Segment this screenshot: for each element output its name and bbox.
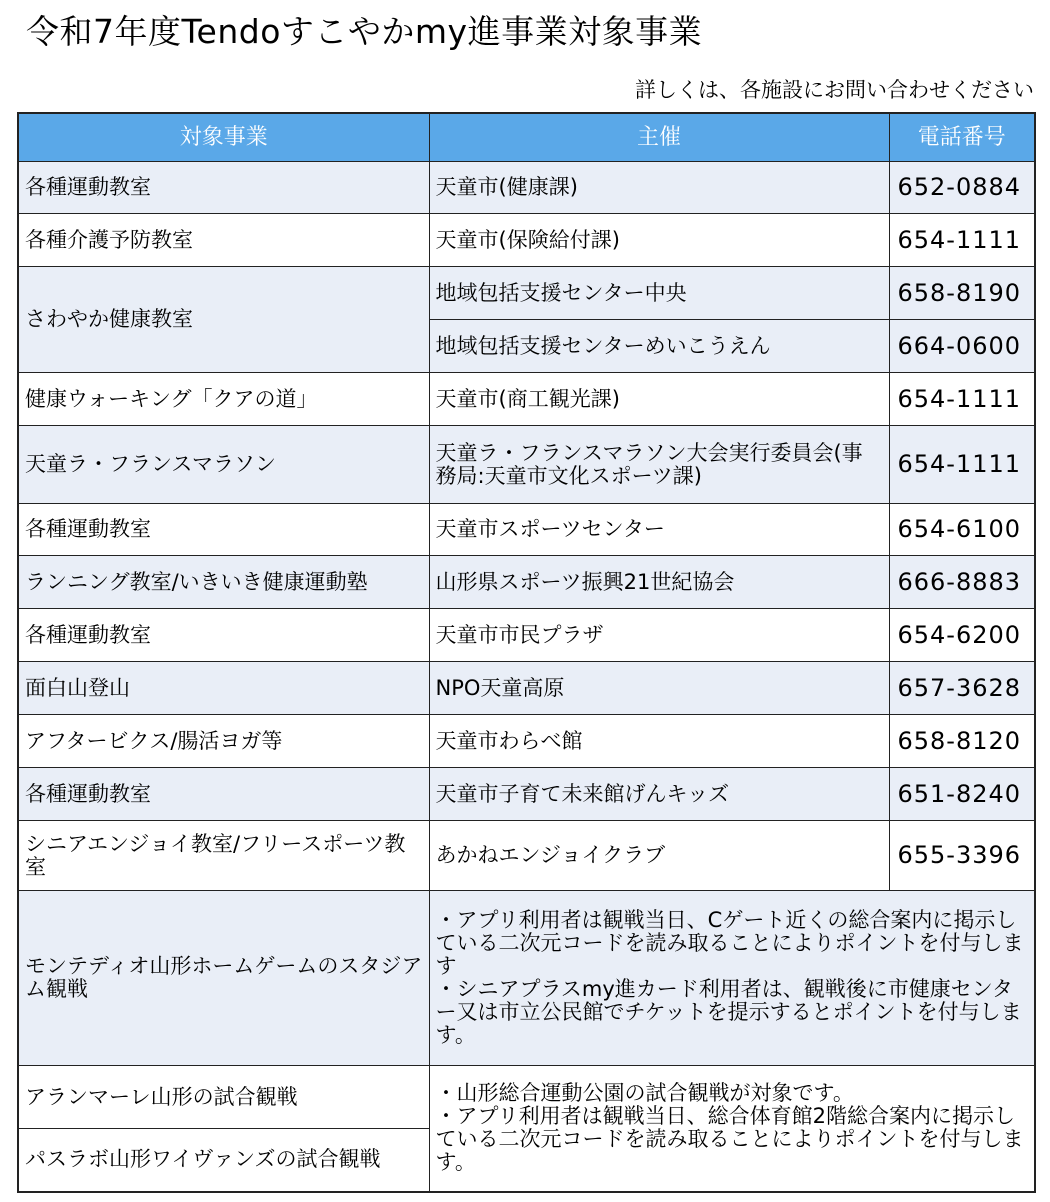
- program-cell: 各種運動教室: [18, 504, 429, 556]
- program-cell: アフタービクス/腸活ヨガ等: [18, 715, 429, 768]
- phone-cell: 652-0884: [889, 162, 1035, 214]
- table-row-montedio: [18, 891, 1035, 1066]
- program-cell: パスラボ山形ワイヴァンズの試合観戦: [18, 1129, 429, 1192]
- basketball-note-app: ・アプリ利用者は観戦当日、総合体育館2階総合案内に掲示している二次元コードを読み取ることによりポイントを付与します。: [435, 1104, 1024, 1175]
- table-row: [18, 214, 1035, 267]
- basketball-note-cell: [429, 1066, 1035, 1192]
- page-subtitle: 詳しくは、各施設にお問い合わせください: [635, 78, 1034, 102]
- table-row: [18, 609, 1035, 662]
- table-row: [18, 504, 1035, 556]
- host-cell: 天童ラ・フランスマラソン大会実行委員会(事務局:天童市文化スポーツ課): [429, 426, 889, 504]
- host-cell: 地域包括支援センターめいこうえん: [429, 320, 889, 373]
- phone-cell: 655-3396: [889, 821, 1035, 891]
- table-row: [18, 426, 1035, 504]
- table-header-row: [18, 113, 1035, 162]
- host-cell: 天童市市民プラザ: [429, 609, 889, 662]
- table-row: [18, 821, 1035, 891]
- page-title: 令和7年度Tendoすこやかmy進事業対象事業: [26, 12, 703, 51]
- phone-cell: 654-1111: [889, 373, 1035, 426]
- program-cell: モンテディオ山形ホームゲームのスタジアム観戦: [18, 891, 429, 1066]
- host-cell: 地域包括支援センター中央: [429, 267, 889, 320]
- phone-cell: 654-6100: [889, 504, 1035, 556]
- column-header-phone: 電話番号: [889, 113, 1035, 162]
- program-cell: 各種運動教室: [18, 768, 429, 821]
- host-cell: 天童市わらべ館: [429, 715, 889, 768]
- table-row: [18, 715, 1035, 768]
- table-row-basketball: [18, 1066, 1035, 1129]
- montedio-note-app: ・アプリ利用者は観戦当日、Cゲート近くの総合案内に掲示している二次元コードを読み取ることによりポイントを付与します: [435, 908, 1024, 978]
- host-cell: 天童市スポーツセンター: [429, 504, 889, 556]
- phone-cell: 651-8240: [889, 768, 1035, 821]
- table-row: [18, 768, 1035, 821]
- host-cell: あかねエンジョイクラブ: [429, 821, 889, 891]
- program-cell: シニアエンジョイ教室/フリースポーツ教室: [18, 821, 429, 891]
- host-cell: 天童市(商工観光課): [429, 373, 889, 426]
- table-row: [18, 662, 1035, 715]
- column-header-host: 主催: [429, 113, 889, 162]
- program-cell: 天童ラ・フランスマラソン: [18, 426, 429, 504]
- program-cell: アランマーレ山形の試合観戦: [18, 1066, 429, 1129]
- column-header-program: 対象事業: [18, 113, 429, 162]
- table-row: [18, 373, 1035, 426]
- host-cell: 天童市(保険給付課): [429, 214, 889, 267]
- phone-cell: 658-8120: [889, 715, 1035, 768]
- montedio-note-card: ・シニアプラスmy進カード利用者は、観戦後に市健康センター又は市立公民館でチケットを提示するとポイントを付与します。: [435, 977, 1022, 1047]
- phone-cell: 654-1111: [889, 214, 1035, 267]
- phone-cell: 654-1111: [889, 426, 1035, 504]
- table-row: [18, 162, 1035, 214]
- host-cell: 山形県スポーツ振興21世紀協会: [429, 556, 889, 609]
- programs-table: [17, 112, 1036, 1193]
- phone-cell: 657-3628: [889, 662, 1035, 715]
- phone-cell: 654-6200: [889, 609, 1035, 662]
- basketball-note-venue: ・山形総合運動公園の試合観戦が対象です。: [435, 1081, 854, 1106]
- host-cell: 天童市子育て未来館げんキッズ: [429, 768, 889, 821]
- program-cell: 面白山登山: [18, 662, 429, 715]
- program-cell: ランニング教室/いきいき健康運動塾: [18, 556, 429, 609]
- phone-cell: 658-8190: [889, 267, 1035, 320]
- montedio-note-cell: [429, 891, 1035, 1066]
- table-row: [18, 267, 1035, 320]
- program-cell: 各種運動教室: [18, 162, 429, 214]
- program-cell: 各種介護予防教室: [18, 214, 429, 267]
- host-cell: 天童市(健康課): [429, 162, 889, 214]
- host-cell: NPO天童高原: [429, 662, 889, 715]
- table-row: [18, 556, 1035, 609]
- phone-cell: 664-0600: [889, 320, 1035, 373]
- phone-cell: 666-8883: [889, 556, 1035, 609]
- program-cell: さわやか健康教室: [18, 267, 429, 373]
- program-cell: 各種運動教室: [18, 609, 429, 662]
- program-cell: 健康ウォーキング「クアの道」: [18, 373, 429, 426]
